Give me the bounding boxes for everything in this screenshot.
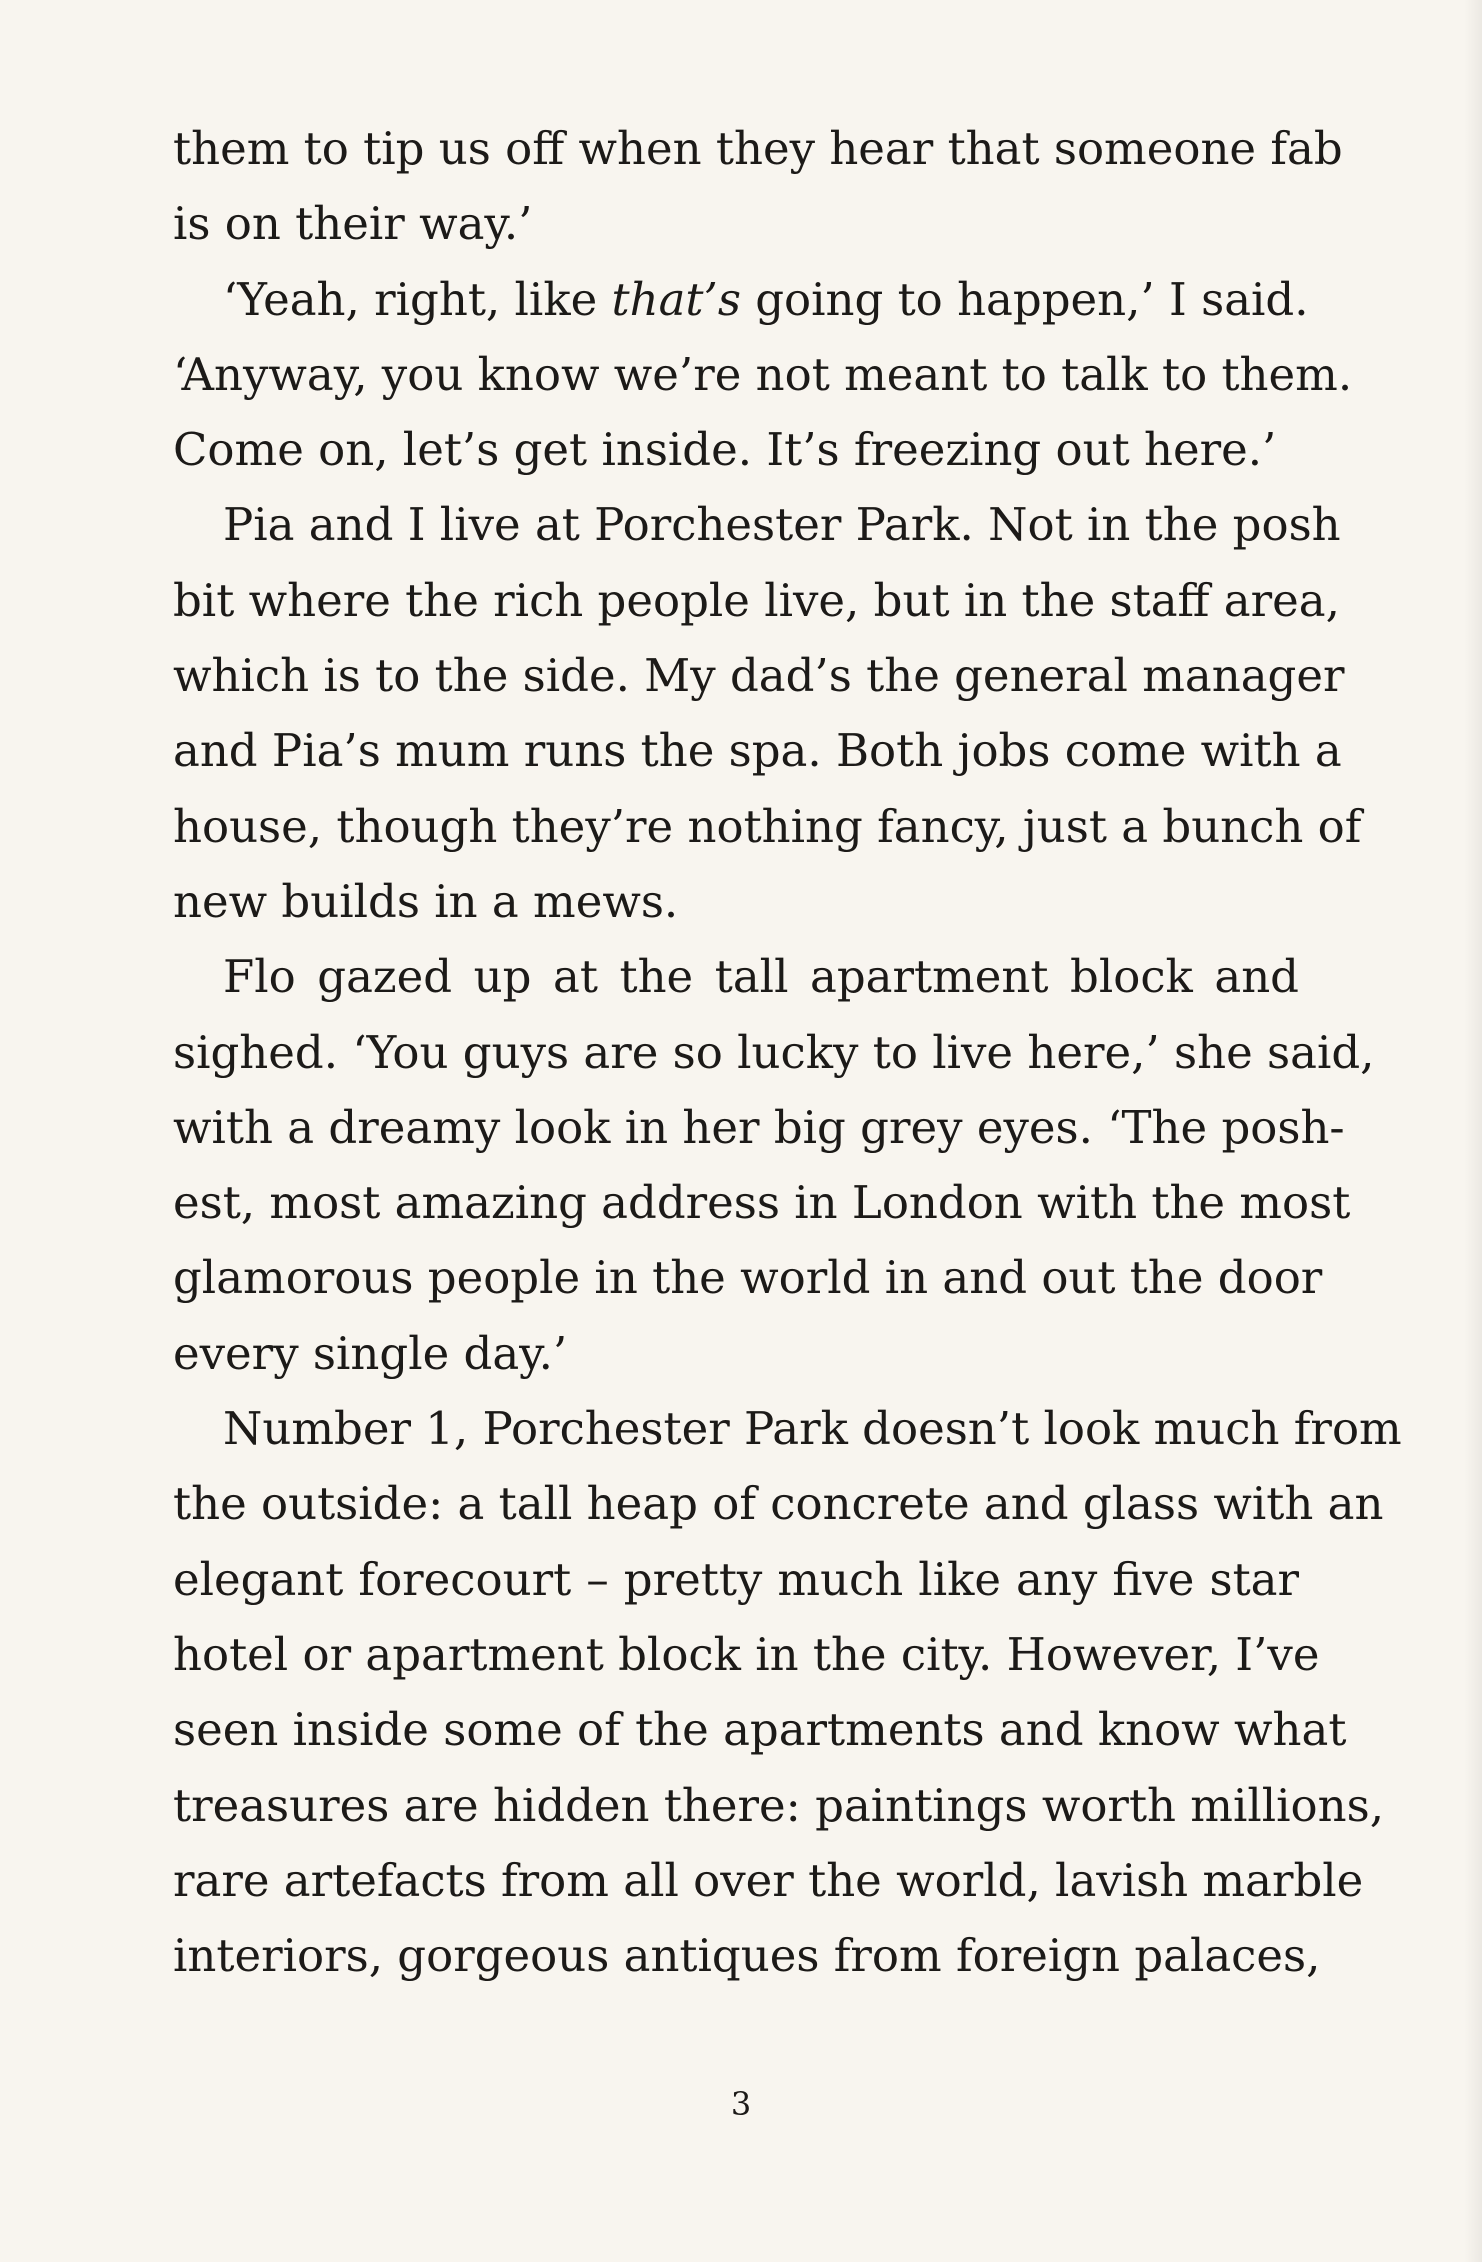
- text-line-part: ‘Yeah, right, like: [223, 272, 612, 326]
- text-line: seen inside some of the apartments and know what: [173, 1703, 1347, 1757]
- text-line: Number 1, Porchester Park doesn’t look much from: [223, 1402, 1402, 1456]
- text-line: the outside: a tall heap of concrete and glass with an: [173, 1477, 1384, 1531]
- text-line: which is to the side. My dad’s the general manager: [173, 649, 1345, 703]
- text-line: hotel or apartment block in the city. However, I’ve: [173, 1627, 1320, 1681]
- text-line: interiors, gorgeous antiques from foreign palaces,: [173, 1929, 1321, 1983]
- emphasis-text: that’s: [611, 272, 741, 326]
- page-number: 3: [730, 2085, 752, 2123]
- text-line: and Pia’s mum runs the spa. Both jobs come with a: [173, 724, 1342, 778]
- text-line: glamorous people in the world in and out the door: [173, 1251, 1323, 1305]
- text-line: them to tip us off when they hear that someone fab: [173, 122, 1343, 175]
- text-line: sighed. ‘You guys are so lucky to live here,’ she said,: [173, 1025, 1375, 1079]
- text-line: is on their way.’: [173, 197, 533, 251]
- text-line: house, though they’re nothing fancy, just a bunch of: [173, 799, 1362, 853]
- text-line: treasures are hidden there: paintings worth millions,: [173, 1778, 1385, 1832]
- text-line: elegant forecourt – pretty much like any five star: [173, 1552, 1299, 1606]
- scan-edge-shadow: [1464, 0, 1482, 2262]
- text-line: Pia and I live at Porchester Park. Not in the posh: [223, 498, 1341, 552]
- text-line: rare artefacts from all over the world, lavish marble: [173, 1853, 1364, 1907]
- text-line: est, most amazing address in London with the most: [173, 1176, 1351, 1230]
- text-line: with a dreamy look in her big grey eyes. ‘The posh-: [173, 1100, 1345, 1154]
- text-line: new builds in a mews.: [173, 874, 679, 928]
- text-line-part: going to happen,’ I said.: [740, 272, 1309, 326]
- text-line: ‘Anyway, you know we’re not meant to talk to them.: [173, 347, 1353, 401]
- text-line: bit where the rich people live, but in the staff area,: [173, 573, 1340, 627]
- text-line: [173, 262, 1309, 337]
- body-text: [173, 111, 1402, 1993]
- text-line: Come on, let’s get inside. It’s freezing out here.’: [173, 423, 1277, 477]
- text-line: Flo gazed up at the tall apartment block and: [223, 950, 1299, 1004]
- text-line: every single day.’: [173, 1326, 568, 1380]
